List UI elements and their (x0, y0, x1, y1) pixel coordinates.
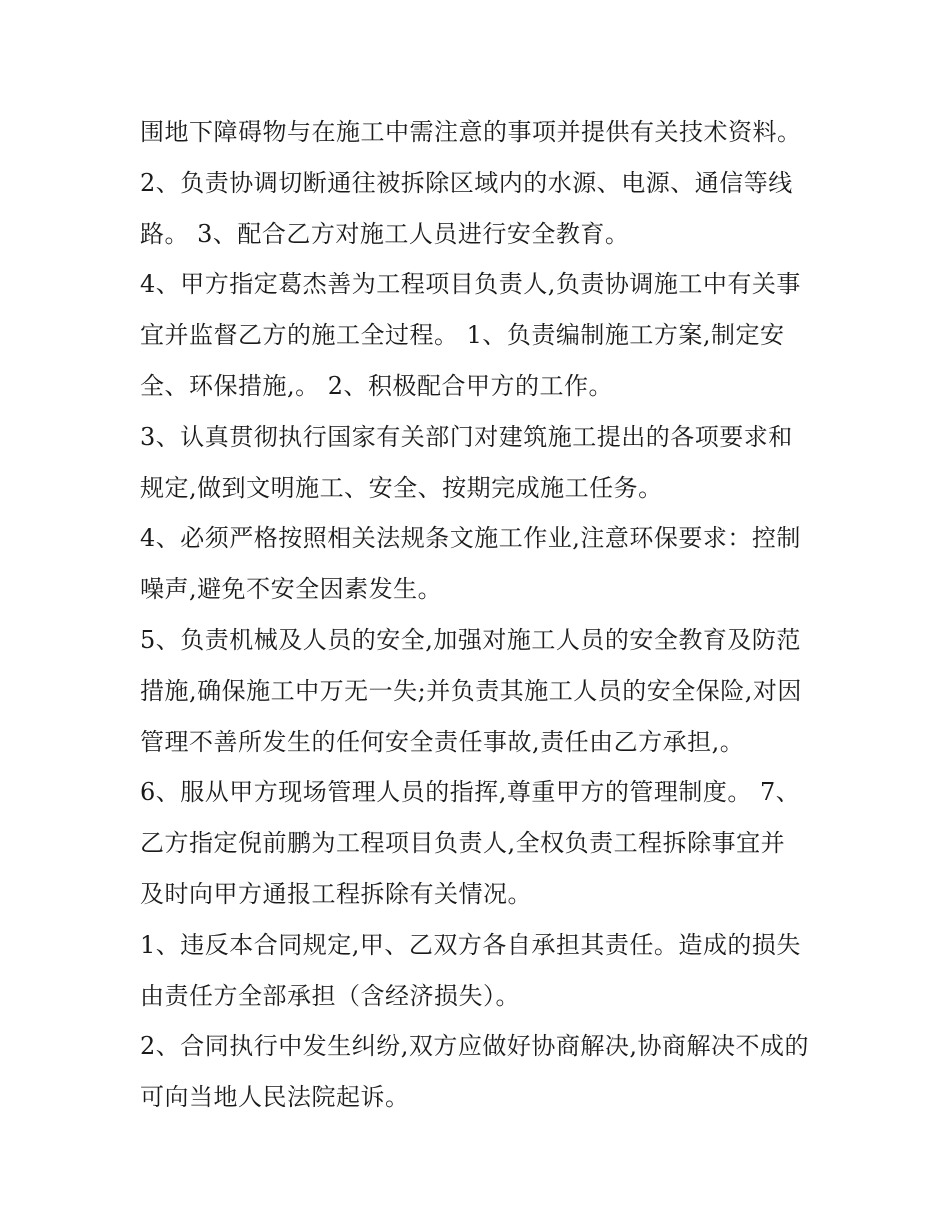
text-line: 4、甲方指定葛杰善为工程项目负责人,负责协调施工中有关事 (140, 270, 801, 299)
text-line: 规定,做到文明施工、安全、按期完成施工任务。 (140, 473, 663, 502)
text-line: 全、环保措施,。 2、积极配合甲方的工作。 (140, 371, 614, 400)
text-line: 宜并监督乙方的施工全过程。 1、负责编制施工方案,制定安 (140, 321, 785, 350)
text-line: 2、负责协调切断通往被拆除区域内的水源、电源、通信等线 (140, 168, 793, 197)
text-line: 可向当地人民法院起诉。 (140, 1083, 410, 1112)
text-line: 噪声,避免不安全因素发生。 (140, 575, 443, 604)
text-line: 3、认真贯彻执行国家有关部门对建筑施工提出的各项要求和 (140, 422, 793, 451)
text-line: 5、负责机械及人员的安全,加强对施工人员的安全教育及防范 (140, 625, 801, 654)
text-line: 乙方指定倪前鹏为工程项目负责人,全权负责工程拆除事宜并 (140, 829, 786, 858)
text-line: 4、必须严格按照相关法规条文施工作业,注意环保要求：控制 (140, 524, 801, 553)
text-line: 1、违反本合同规定,甲、乙双方各自承担其责任。造成的损失 (140, 930, 801, 959)
text-line: 措施,确保施工中万无一失;并负责其施工人员的安全保险,对因 (140, 676, 802, 705)
text-line: 管理不善所发生的任何安全责任事故,责任由乙方承担,。 (140, 727, 745, 756)
text-line: 6、服从甲方现场管理人员的指挥,尊重甲方的管理制度。 7、 (140, 778, 801, 807)
text-line: 及时向甲方通报工程拆除有关情况。 (140, 879, 532, 908)
text-line: 路。 3、配合乙方对施工人员进行安全教育。 (140, 219, 630, 248)
document-body (140, 107, 820, 1123)
text-line: 由责任方全部承担（含经济损失）。 (140, 981, 520, 1010)
text-line: 围地下障碍物与在施工中需注意的事项并提供有关技术资料。 (140, 118, 802, 146)
text-line: 2、合同执行中发生纠纷,双方应做好协商解决,协商解决不成的 (140, 1032, 810, 1061)
